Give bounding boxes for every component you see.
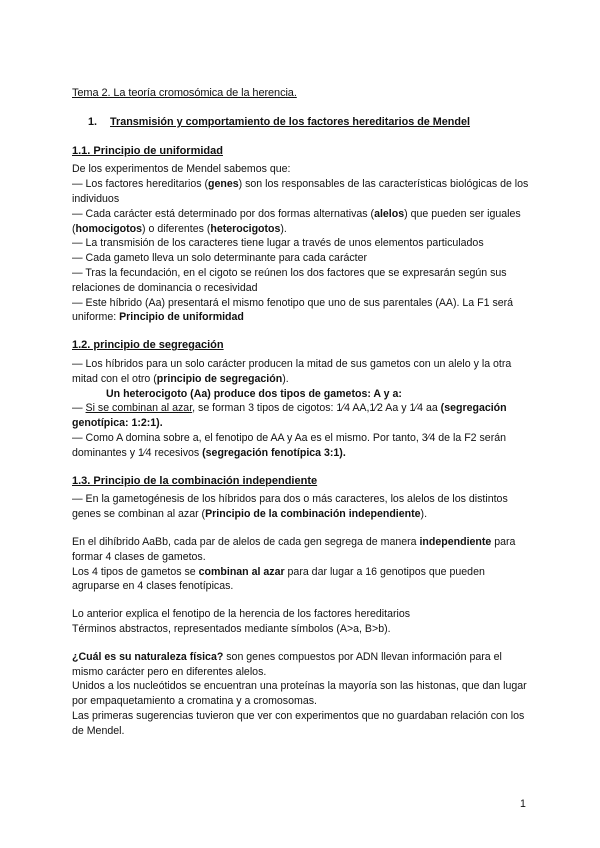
document-page: [72, 86, 532, 738]
naturaleza-paragraph: [72, 650, 532, 680]
section-1-1-heading: 1.1. Principio de uniformidad: [72, 144, 223, 157]
text: — Los híbridos para un solo carácter producen la mitad de sus gametos con un alelo y la otra mitad con el otro (: [72, 357, 512, 385]
page-number: 1: [520, 798, 526, 810]
bold-statement: Un heterocigoto (Aa) produce dos tipos de gametos: A y a:: [106, 387, 402, 400]
terminos-paragraph: Términos abstractos, representados mediante símbolos (A>a, B>b).: [72, 622, 391, 635]
text: para formar 4 clases de gametos.: [72, 535, 516, 563]
text: ).: [420, 508, 428, 521]
text: — Como A domina sobre a, el fenotipo de AA y Aa es el mismo. Por tanto, 3⁄4 de la F2 serán dominantes y 1⁄4 recesivos: [72, 431, 507, 459]
combinan-azar-paragraph: [72, 565, 532, 595]
text: ) que pueden ser iguales (: [72, 207, 521, 235]
term-principio-segregacion: principio de segregación: [156, 372, 283, 385]
underlined-text: Si se combinan al azar: [85, 402, 193, 415]
bullet-genes: [72, 177, 532, 207]
text: En el dihíbrido AaBb, cada par de alelos de cada gen segrega de manera: [72, 535, 420, 548]
dominancia-paragraph: [72, 431, 532, 461]
spacer: [72, 522, 532, 535]
section-1-1-intro: De los experimentos de Mendel sabemos que:: [72, 163, 291, 176]
text: — Los factores hereditarios (: [72, 178, 209, 191]
term-combinan-azar: combinan al azar: [198, 565, 285, 578]
text: — En la gametogénesis de los híbridos para dos o más caracteres, los alelos de los distintos genes se combinan al azar (: [72, 493, 508, 521]
section-1-3-heading: 1.3. Principio de la combinación independiente: [72, 474, 318, 487]
text: —: [72, 402, 86, 415]
bullet-alelos: [72, 207, 532, 237]
text: para dar lugar a 16 genotipos que pueden agruparse en 4 clases fenotípicas.: [72, 565, 485, 593]
term-homocigotos: homocigotos: [75, 222, 143, 235]
text: son genes compuestos por ADN llevan información para el mismo carácter pero en diferentes alelos.: [72, 650, 502, 678]
text: ).: [282, 372, 289, 385]
combinacion-azar-paragraph: [72, 401, 532, 431]
term-principio-uniformidad: Principio de uniformidad: [119, 311, 244, 324]
text: ).: [280, 222, 287, 235]
bullet-hibrido: [72, 296, 532, 326]
section-1-title: Transmisión y comportamiento de los factores hereditarios de Mendel: [110, 115, 470, 128]
section-1-number: 1.: [88, 115, 98, 128]
dihibrido-paragraph: [72, 535, 532, 565]
section-1-2-heading: 1.2. principio de segregación: [72, 339, 224, 352]
fenotipo-paragraph: Lo anterior explica el fenotipo de la herencia de los factores hereditarios: [72, 608, 411, 621]
term-segregacion-fenotipica: (segregación fenotípica 3:1).: [202, 446, 346, 459]
term-heterocigotos: heterocigotos: [210, 222, 281, 235]
text: ) son los responsables de las características biológicas de los individuos: [72, 178, 529, 205]
term-alelos: alelos: [374, 207, 405, 220]
text: ) o diferentes (: [142, 222, 211, 235]
spacer: [72, 461, 532, 474]
text: — Este híbrido (Aa) presentará el mismo fenotipo que uno de sus parentales (AA). La F1 será uniforme:: [72, 296, 514, 324]
bullet-transmision: — La transmisión de los caracteres tiene lugar a través de unos elementos particulados: [72, 237, 484, 250]
term-combinacion-independiente: Principio de la combinación independiente: [205, 508, 421, 521]
segregacion-paragraph: [72, 357, 532, 387]
gametogenesis-paragraph: [72, 492, 532, 522]
question-naturaleza-fisica: ¿Cuál es su naturaleza física?: [72, 650, 224, 663]
bullet-fecundacion: — Tras la fecundación, en el cigoto se reúnen los dos factores que se expresarán según sus relaciones de dominancia o recesividad: [72, 266, 507, 294]
spacer: [72, 637, 532, 650]
term-segregacion-genotipica: (segregación genotípica: 1:2:1).: [72, 402, 507, 430]
sugerencias-paragraph: Las primeras sugerencias tuvieron que ver con experimentos que no guardaban relación con los de Mendel.: [72, 709, 525, 737]
spacer: [72, 325, 532, 338]
term-independiente: independiente: [419, 535, 492, 548]
text: — Cada carácter está determinado por dos formas alternativas (: [72, 207, 375, 220]
text: , se forman 3 tipos de cigotos: 1⁄4 AA,1⁄2 Aa y 1⁄4 aa: [192, 402, 441, 415]
heterocigoto-statement: [72, 387, 532, 402]
document-title: Tema 2. La teoría cromosómica de la herencia.: [72, 87, 297, 99]
spacer: [72, 594, 532, 607]
term-genes: genes: [208, 178, 239, 191]
text: Los 4 tipos de gametos se: [72, 565, 199, 578]
bullet-gameto: — Cada gameto lleva un solo determinante para cada carácter: [72, 252, 368, 265]
nucleotidos-paragraph: Unidos a los nucleótidos se encuentran una proteínas la mayoría son las histonas, que dan lugar por empaquetamiento a cromatina y a cromosomas.: [72, 680, 527, 708]
section-1-heading: [88, 115, 532, 130]
